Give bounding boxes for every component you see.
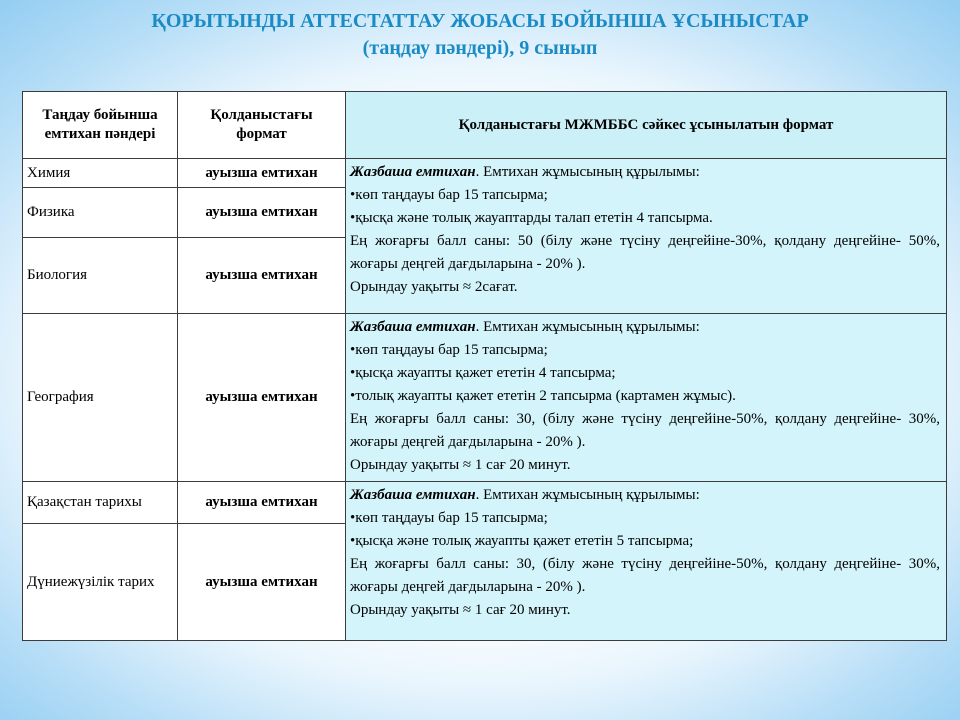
subject-cell: Қазақстан тарихы bbox=[23, 482, 178, 524]
header-proposed-format: Қолданыстағы МЖМББС сәйкес ұсынылатын формат bbox=[346, 92, 947, 159]
desc-line: •көп таңдауы бар 15 тапсырма; bbox=[350, 342, 548, 358]
subject-cell: Химия bbox=[23, 159, 178, 188]
desc-line: Орындау уақыты ≈ 1 сағ 20 минут. bbox=[350, 602, 571, 618]
desc-lead: Жазбаша емтихан bbox=[350, 164, 476, 180]
format-cell: ауызша емтихан bbox=[178, 159, 346, 188]
desc-line: •толық жауапты қажет ететін 2 тапсырма (картамен жұмыс). bbox=[350, 388, 736, 404]
format-cell: ауызша емтихан bbox=[178, 238, 346, 314]
desc-lead-line bbox=[350, 316, 940, 339]
format-cell: ауызша емтихан bbox=[178, 314, 346, 482]
desc-line: •көп таңдауы бар 15 тапсырма; bbox=[350, 187, 548, 203]
desc-lead-rest: . Емтихан жұмысының құрылымы: bbox=[475, 487, 700, 503]
page-title bbox=[0, 8, 960, 62]
format-cell: ауызша емтихан bbox=[178, 482, 346, 524]
header-current-format: Қолданыстағы формат bbox=[178, 92, 346, 159]
title-line-2: (таңдау пәндері), 9 сынып bbox=[362, 37, 598, 59]
table-row bbox=[23, 159, 947, 188]
table-row bbox=[23, 314, 947, 482]
desc-line: Ең жоғарғы балл саны: 30, (білу және түсіну деңгейіне-50%, қолдану деңгейіне- 30%, жоғары деңгей дағдыларына - 20% ). bbox=[350, 411, 940, 450]
subject-cell: Дүниежүзілік тарих bbox=[23, 524, 178, 641]
desc-line: •қысқа және толық жауаптарды талап ететін 4 тапсырма. bbox=[350, 210, 713, 226]
subject-cell: Физика bbox=[23, 188, 178, 238]
proposed-format-cell bbox=[346, 314, 947, 482]
desc-line: Ең жоғарғы балл саны: 50 (білу және түсіну деңгейіне-30%, қолдану деңгейіне- 50%, жоғары деңгей дағдыларына - 20% ). bbox=[350, 233, 940, 272]
desc-lead-rest: . Емтихан жұмысының құрылымы: bbox=[475, 164, 700, 180]
title-line-1: ҚОРЫТЫНДЫ АТТЕСТАТТАУ ЖОБАСЫ БОЙЫНША ҰСЫНЫСТАР bbox=[151, 10, 809, 32]
desc-line: •қысқа жауапты қажет ететін 4 тапсырма; bbox=[350, 365, 616, 381]
desc-line: Ең жоғарғы балл саны: 30, (білу және түсіну деңгейіне-50%, қолдану деңгейіне- 30%, жоғары деңгей дағдыларына - 20% ). bbox=[350, 556, 940, 595]
subject-cell: География bbox=[23, 314, 178, 482]
desc-lead: Жазбаша емтихан bbox=[350, 487, 476, 503]
desc-lead-rest: . Емтихан жұмысының құрылымы: bbox=[475, 319, 700, 335]
desc-line: •қысқа және толық жауапты қажет ететін 5 тапсырма; bbox=[350, 533, 694, 549]
header-row bbox=[23, 92, 947, 159]
desc-line: •көп таңдауы бар 15 тапсырма; bbox=[350, 510, 548, 526]
header-subjects: Таңдау бойынша емтихан пәндері bbox=[23, 92, 178, 159]
format-cell: ауызша емтихан bbox=[178, 188, 346, 238]
proposed-format-cell bbox=[346, 159, 947, 314]
desc-line: Орындау уақыты ≈ 1 сағ 20 минут. bbox=[350, 457, 571, 473]
exam-format-table bbox=[22, 91, 947, 641]
desc-lead: Жазбаша емтихан bbox=[350, 319, 476, 335]
desc-lead-line bbox=[350, 484, 940, 507]
proposed-format-cell bbox=[346, 482, 947, 641]
desc-lead-line bbox=[350, 161, 940, 184]
subject-cell: Биология bbox=[23, 238, 178, 314]
table-row bbox=[23, 482, 947, 524]
desc-line: Орындау уақыты ≈ 2сағат. bbox=[350, 279, 518, 295]
format-cell: ауызша емтихан bbox=[178, 524, 346, 641]
